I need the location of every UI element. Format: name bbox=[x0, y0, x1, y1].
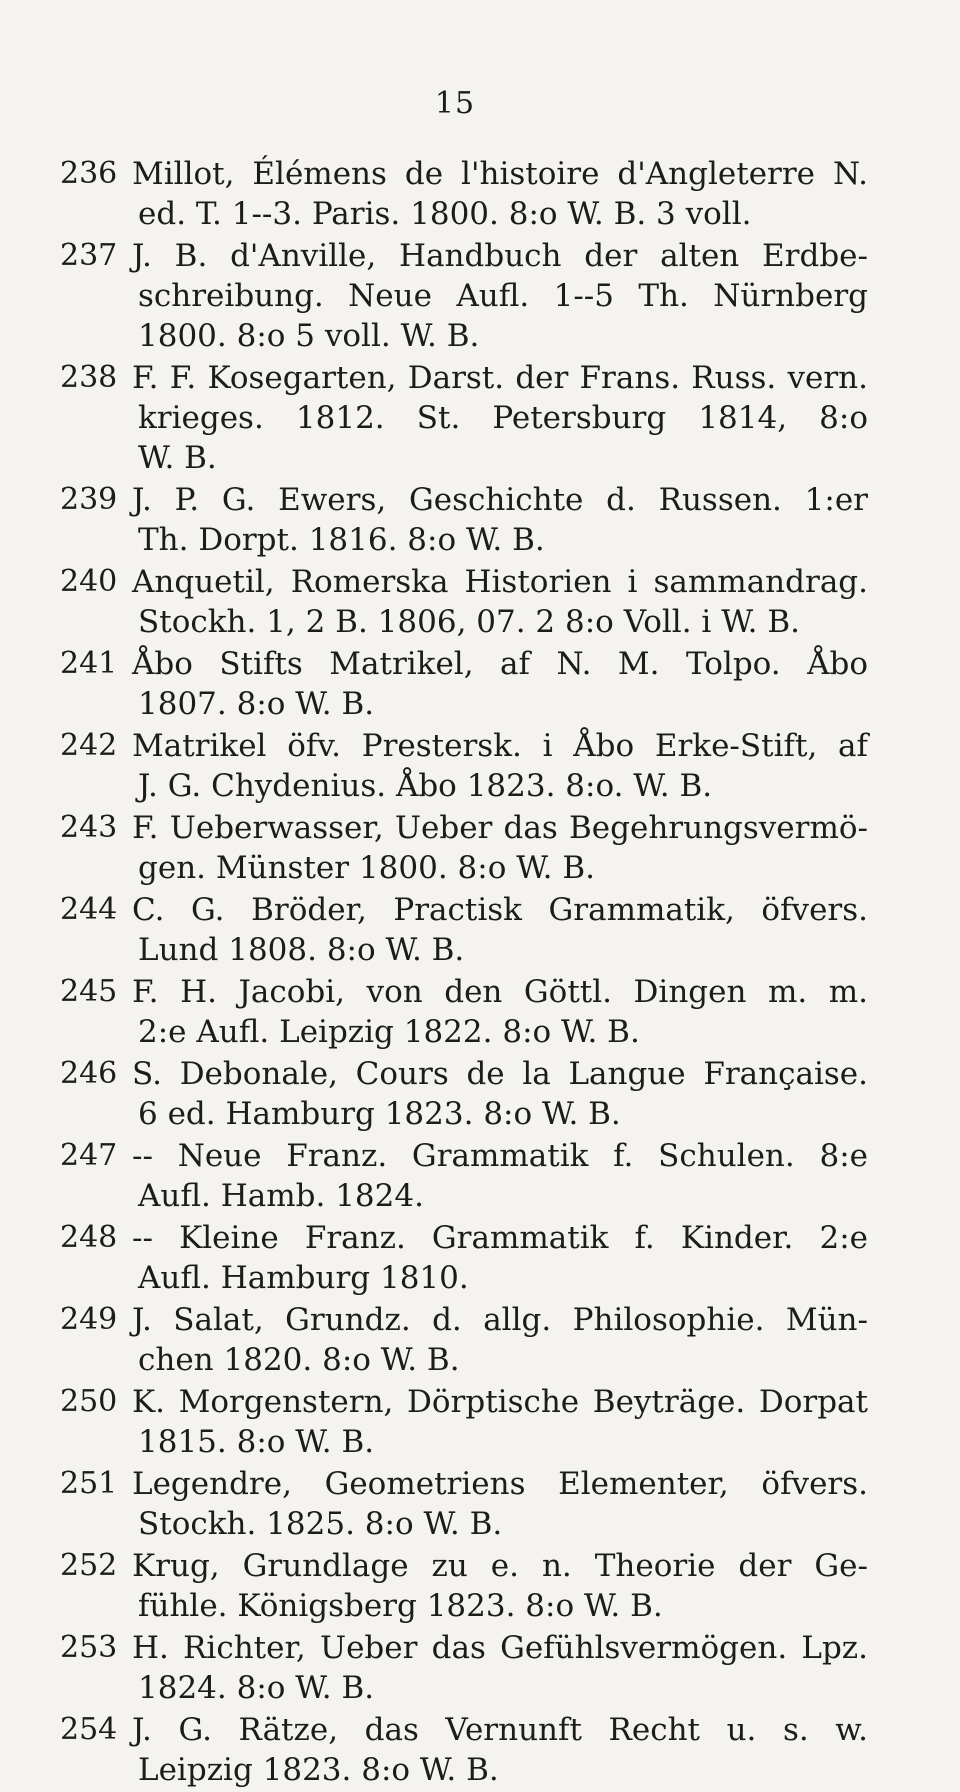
page-number: 15 bbox=[434, 86, 476, 121]
entry-text-line: W. B. bbox=[138, 440, 217, 476]
catalog-entries bbox=[60, 154, 870, 1792]
entry-number: 250 bbox=[60, 1384, 118, 1419]
entry-text-line: C. G. Bröder, Practisk Grammatik, öfvers. bbox=[132, 892, 868, 928]
entry-number: 238 bbox=[60, 360, 118, 395]
entry-text-line: Aufl. Hamb. 1824. bbox=[138, 1178, 424, 1214]
entry-text-line: gen. Münster 1800. 8:o W. B. bbox=[138, 850, 595, 886]
catalog-entry bbox=[60, 1464, 870, 1544]
entry-text-line: Matrikel öfv. Prestersk. i Åbo Erke-Stift, af bbox=[132, 728, 868, 764]
entry-text-line: 2:e Aufl. Leipzig 1822. 8:o W. B. bbox=[138, 1014, 640, 1050]
catalog-entry bbox=[60, 358, 870, 478]
entry-text-line: J. Salat, Grundz. d. allg. Philosophie. Mün- bbox=[132, 1302, 868, 1338]
catalog-entry bbox=[60, 890, 870, 970]
entry-number: 248 bbox=[60, 1220, 118, 1255]
entry-text-line: Krug, Grundlage zu e. n. Theorie der Ge- bbox=[132, 1548, 868, 1584]
catalog-entry bbox=[60, 1628, 870, 1708]
entry-number: 252 bbox=[60, 1548, 118, 1583]
catalog-entry bbox=[60, 1054, 870, 1134]
catalog-entry bbox=[60, 972, 870, 1052]
entry-number: 237 bbox=[60, 238, 118, 273]
entry-text-line: K. Morgenstern, Dörptische Beyträge. Dorpat bbox=[132, 1384, 868, 1420]
catalog-entry bbox=[60, 480, 870, 560]
entry-number: 240 bbox=[60, 564, 118, 599]
entry-text-line: J. P. G. Ewers, Geschichte d. Russen. 1:er bbox=[132, 482, 868, 518]
catalog-entry bbox=[60, 1218, 870, 1298]
entry-number: 249 bbox=[60, 1302, 118, 1337]
entry-text-line: Stockh. 1825. 8:o W. B. bbox=[138, 1506, 503, 1542]
entry-text-line: Lund 1808. 8:o W. B. bbox=[138, 932, 465, 968]
catalog-entry bbox=[60, 1546, 870, 1626]
entry-number: 242 bbox=[60, 728, 118, 763]
entry-number: 243 bbox=[60, 810, 118, 845]
entry-number: 251 bbox=[60, 1466, 118, 1501]
entry-text-line: Legendre, Geometriens Elementer, öfvers. bbox=[132, 1466, 868, 1502]
entry-number: 247 bbox=[60, 1138, 118, 1173]
entry-text-line: 6 ed. Hamburg 1823. 8:o W. B. bbox=[138, 1096, 621, 1132]
catalog-entry bbox=[60, 1382, 870, 1462]
entry-number: 245 bbox=[60, 974, 118, 1009]
entry-text-line: 1824. 8:o W. B. bbox=[138, 1670, 375, 1706]
entry-text-line: F. Ueberwasser, Ueber das Begehrungsvermö- bbox=[132, 810, 868, 846]
catalog-entry bbox=[60, 236, 870, 356]
entry-text-line: J. G. Rätze, das Vernunft Recht u. s. w. bbox=[132, 1712, 868, 1748]
entry-text-line: J. G. Chydenius. Åbo 1823. 8:o. W. B. bbox=[138, 768, 713, 804]
entry-number: 253 bbox=[60, 1630, 118, 1665]
entry-text-line: Anquetil, Romerska Historien i sammandrag. bbox=[132, 564, 868, 600]
entry-text-line: krieges. 1812. St. Petersburg 1814, 8:o bbox=[138, 400, 868, 436]
entry-text-line: schreibung. Neue Aufl. 1--5 Th. Nürnberg bbox=[138, 278, 868, 314]
entry-text-line: 1807. 8:o W. B. bbox=[138, 686, 375, 722]
catalog-entry bbox=[60, 726, 870, 806]
entry-number: 236 bbox=[60, 156, 118, 191]
catalog-entry bbox=[60, 1136, 870, 1216]
entry-number: 239 bbox=[60, 482, 118, 517]
catalog-entry bbox=[60, 644, 870, 724]
entry-text-line: -- Kleine Franz. Grammatik f. Kinder. 2:e bbox=[132, 1220, 868, 1256]
entry-number: 246 bbox=[60, 1056, 118, 1091]
entry-text-line: Stockh. 1, 2 B. 1806, 07. 2 8:o Voll. i W. B. bbox=[138, 604, 800, 640]
entry-text-line: 1800. 8:o 5 voll. W. B. bbox=[138, 318, 480, 354]
entry-text-line: ed. T. 1--3. Paris. 1800. 8:o W. B. 3 voll. bbox=[138, 196, 752, 232]
catalog-entry bbox=[60, 808, 870, 888]
entry-text-line: Millot, Élémens de l'histoire d'Angleterre N. bbox=[132, 156, 868, 192]
entry-number: 254 bbox=[60, 1712, 118, 1747]
entry-text-line: Leipzig 1823. 8:o W. B. bbox=[138, 1752, 499, 1788]
entry-text-line: fühle. Königsberg 1823. 8:o W. B. bbox=[138, 1588, 663, 1624]
entry-number: 241 bbox=[60, 646, 118, 681]
entry-text-line: F. H. Jacobi, von den Göttl. Dingen m. m. bbox=[132, 974, 868, 1010]
entry-number: 244 bbox=[60, 892, 118, 927]
entry-text-line: F. F. Kosegarten, Darst. der Frans. Russ. vern. bbox=[132, 360, 868, 396]
catalog-entry bbox=[60, 1710, 870, 1790]
entry-text-line: 1815. 8:o W. B. bbox=[138, 1424, 375, 1460]
entry-text-line: chen 1820. 8:o W. B. bbox=[138, 1342, 460, 1378]
entry-text-line: H. Richter, Ueber das Gefühlsvermögen. Lpz. bbox=[132, 1630, 868, 1666]
entry-text-line: Th. Dorpt. 1816. 8:o W. B. bbox=[138, 522, 545, 558]
catalog-entry bbox=[60, 1300, 870, 1380]
entry-text-line: S. Debonale, Cours de la Langue Française. bbox=[132, 1056, 868, 1092]
entry-text-line: J. B. d'Anville, Handbuch der alten Erdbe- bbox=[132, 238, 868, 274]
entry-text-line: -- Neue Franz. Grammatik f. Schulen. 8:e bbox=[132, 1138, 868, 1174]
catalog-entry bbox=[60, 154, 870, 234]
entry-text-line: Aufl. Hamburg 1810. bbox=[138, 1260, 469, 1296]
catalog-entry bbox=[60, 562, 870, 642]
entry-text-line: Åbo Stifts Matrikel, af N. M. Tolpo. Åbo bbox=[132, 646, 868, 682]
